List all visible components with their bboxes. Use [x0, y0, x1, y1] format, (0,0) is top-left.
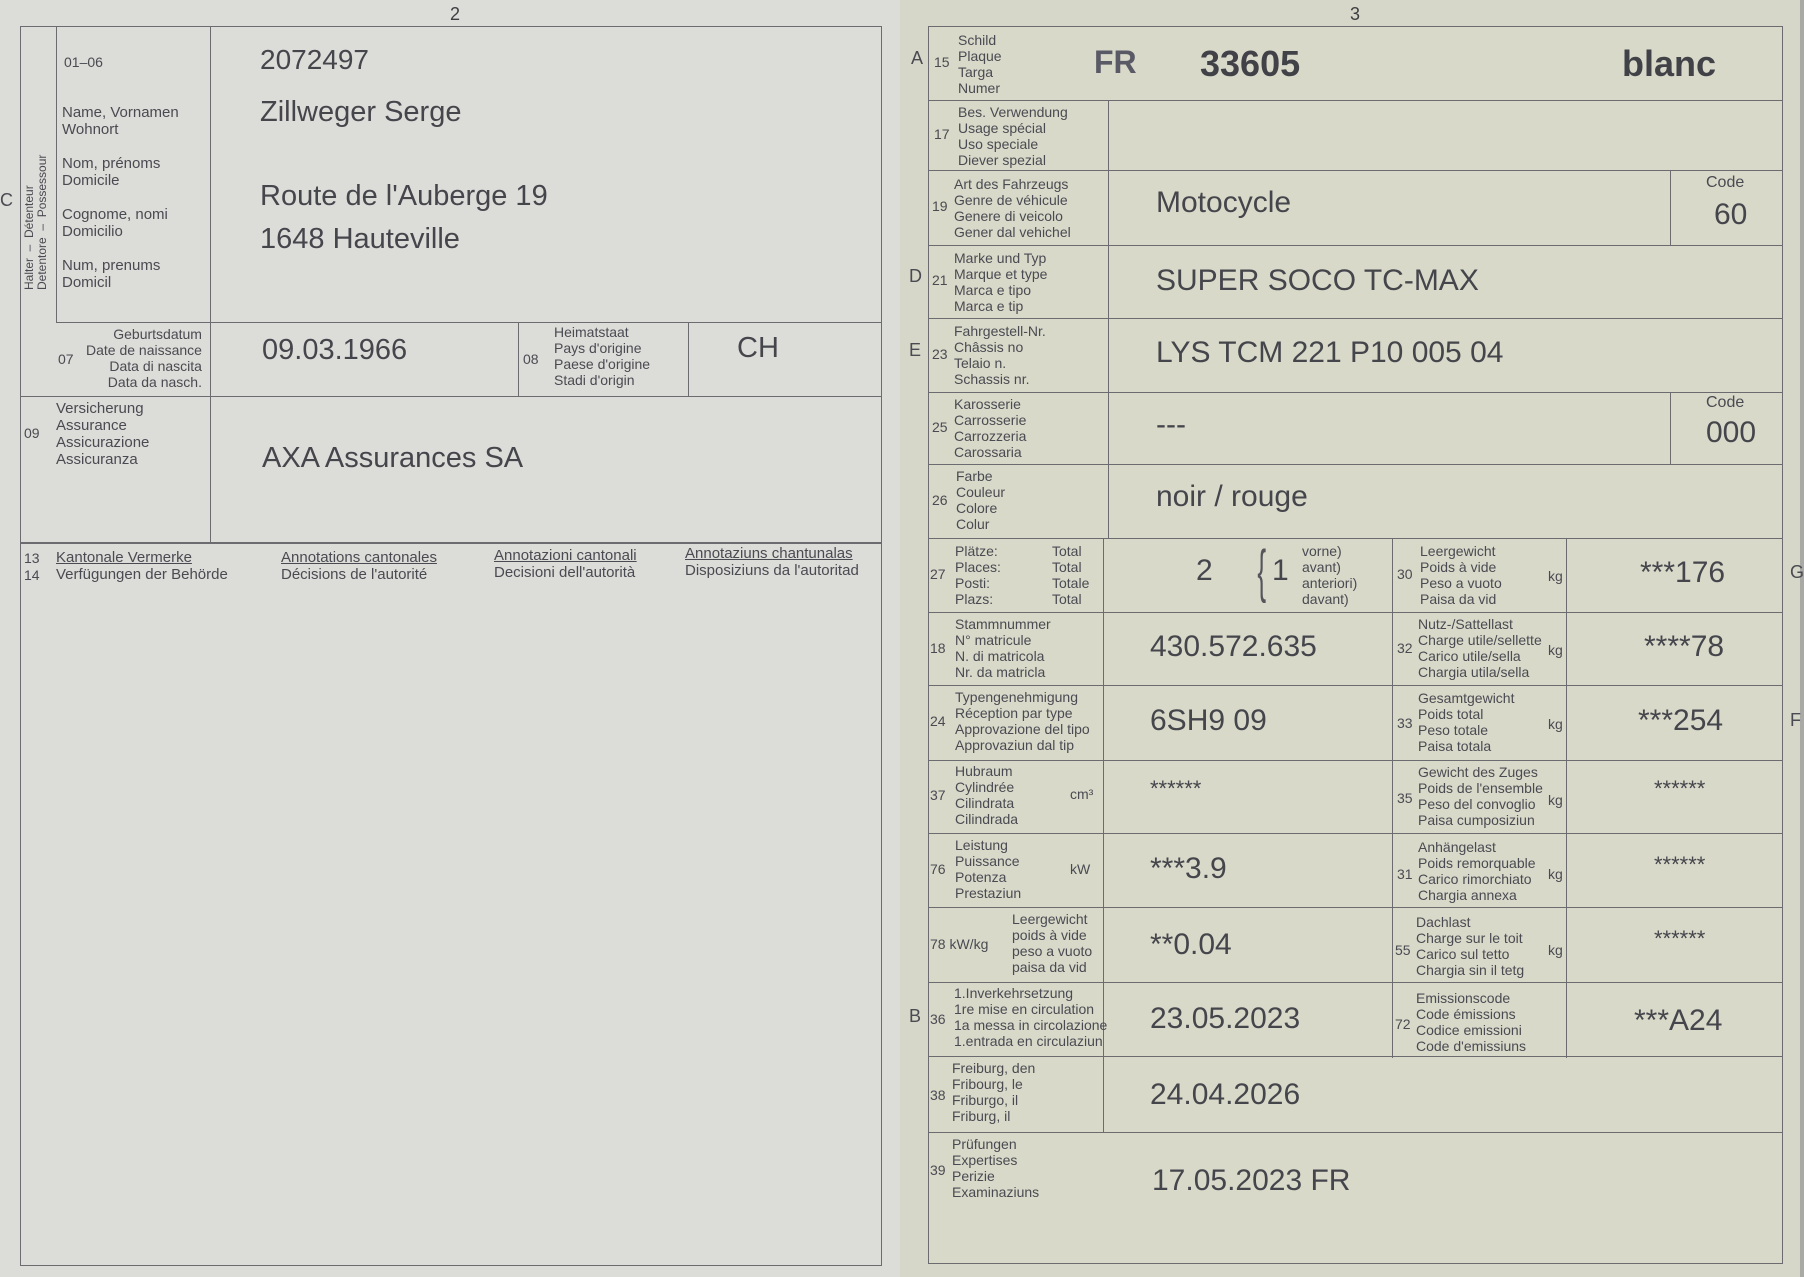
body-value: --- [1156, 408, 1186, 441]
f24-number: 24 [930, 713, 946, 729]
trailer-load-value: ****** [1654, 852, 1706, 877]
annotations-it: Annotazioni cantonali [494, 547, 637, 564]
f37-unit: cm³ [1070, 786, 1094, 802]
field-09-number: 09 [24, 425, 40, 441]
f32-number: 32 [1397, 640, 1413, 656]
f76-label: Leistung Puissance Potenza Prestaziun [955, 837, 1022, 901]
inspection-value: 17.05.2023 FR [1152, 1164, 1351, 1197]
f38-number: 38 [930, 1087, 946, 1103]
f30-unit: kg [1548, 568, 1563, 584]
vehicle-type-value: Motocycle [1156, 186, 1292, 219]
f36-number: 36 [930, 1011, 946, 1027]
f26-number: 26 [932, 492, 948, 508]
emission-code-value: ***A24 [1634, 1004, 1723, 1037]
seats-brace: { [1257, 539, 1267, 604]
displacement-value: ****** [1150, 776, 1202, 801]
f27-number: 27 [930, 566, 946, 582]
annotations-fr: Annotations cantonales [281, 549, 437, 566]
field-13-number: 13 [24, 550, 40, 566]
power-weight-value: **0.04 [1150, 928, 1232, 961]
make-model-value: SUPER SOCO TC-MAX [1156, 264, 1479, 297]
decisions-fr: Décisions de l'autorité [281, 566, 428, 583]
f37-number: 37 [930, 787, 946, 803]
f72-number: 72 [1395, 1016, 1411, 1032]
holder-name: Zillweger Serge [260, 96, 462, 128]
birthdate-label: Geburtsdatum Date de naissance Data di nascita Data da nasch. [86, 326, 202, 390]
decisions-rm: Disposiziuns da l'autoritad [685, 562, 859, 579]
f26-label: Farbe Couleur Colore Colur [956, 468, 1006, 532]
f15-letter: A [911, 48, 924, 68]
holder-address-line2: 1648 Hauteville [260, 223, 460, 255]
f39-label: Prüfungen Expertises Perizie Examinaziuns [952, 1136, 1040, 1200]
f27-label-total: Total Total Totale Total [1052, 543, 1090, 607]
holder-name-label: Name, Vornamen Wohnort Nom, prénoms Domicile Cognome, nomi Domicilio Num, prenums Domicil [62, 104, 179, 291]
annotations-de: Kantonale Vermerke [56, 549, 192, 566]
f72-label: Emissionscode Code émissions Codice emissioni Code d'emissiuns [1416, 990, 1527, 1054]
plate-color: blanc [1622, 43, 1717, 84]
f31-number: 31 [1397, 866, 1413, 882]
f36-letter: B [909, 1006, 922, 1026]
f21-letter: D [909, 266, 922, 286]
page-number-left: 2 [450, 4, 461, 24]
f24-label: Typengenehmigung Réception par type Approvazione del tipo Approvaziun dal tip [955, 689, 1090, 753]
f38-label: Freiburg, den Fribourg, le Friburgo, il Friburg, il [952, 1060, 1036, 1124]
f15-number: 15 [934, 54, 950, 70]
f37-label: Hubraum Cylindrée Cilindrata Cilindrada [955, 763, 1019, 827]
f32-unit: kg [1548, 642, 1563, 658]
f23-label: Fahrgestell-Nr. Châssis no Telaio n. Schassis nr. [954, 323, 1046, 387]
chassis-number-value: LYS TCM 221 P10 005 04 [1156, 336, 1504, 369]
edge-letter-c: C [0, 190, 13, 210]
issue-date-value: 24.04.2026 [1150, 1078, 1301, 1111]
f35-label: Gewicht des Zuges Poids de l'ensemble Peso del convoglio Paisa cumposiziun [1418, 764, 1543, 828]
roof-load-value: ****** [1654, 926, 1706, 951]
insurance-value: AXA Assurances SA [262, 442, 524, 474]
origin-label: Heimatstaat Pays d'origine Paese d'origine Stadi d'origin [554, 324, 651, 388]
f19-label: Art des Fahrzeugs Genre de véhicule Genere di veicolo Gener dal vehichel [954, 176, 1071, 240]
f33-number: 33 [1397, 715, 1413, 731]
f18-label: Stammnummer N° matricule N. di matricola Nr. da matricla [955, 616, 1051, 680]
f55-label: Dachlast Charge sur le toit Carico sul tetto Chargia sin il tetg [1416, 914, 1525, 978]
f30-label: Leergewicht Poids à vide Peso a vuoto Paisa da vid [1420, 543, 1502, 607]
f25-code-label: Code [1706, 394, 1745, 411]
f27-label: Plätze: Places: Posti: Plazs: [955, 543, 1001, 607]
first-registration-value: 23.05.2023 [1150, 1002, 1301, 1035]
insurance-label: Versicherung Assurance Assicurazione Assicuranza [56, 400, 150, 468]
f15-label: Schild Plaque Targa Numer [958, 32, 1002, 96]
f25-label: Karosserie Carrosserie Carrozzeria Carossaria [954, 396, 1027, 460]
f18-number: 18 [930, 640, 946, 656]
edge-letter-g: G [1790, 562, 1804, 582]
f19-number: 19 [932, 198, 948, 214]
decisions-it: Decisioni dell'autorità [494, 564, 636, 581]
f32-label: Nutz-/Sattellast Charge utile/sellette Carico utile/sella Chargia utila/sella [1418, 616, 1542, 680]
annotations-section [20, 542, 882, 1266]
f78-label: Leergewicht poids à vide peso a vuoto paisa da vid [1012, 911, 1093, 975]
f35-number: 35 [1397, 790, 1413, 806]
f76-number: 76 [930, 861, 946, 877]
combination-weight-value: ****** [1654, 776, 1706, 801]
field-01-06-value: 2072497 [260, 44, 370, 75]
f33-unit: kg [1548, 716, 1563, 732]
f17-label: Bes. Verwendung Usage spécial Uso speciale Diever spezial [958, 104, 1068, 168]
f21-label: Marke und Typ Marque et type Marca e tipo Marca e tip [954, 250, 1048, 314]
f19-code-value: 60 [1714, 198, 1748, 231]
f25-code-value: 000 [1706, 416, 1757, 449]
f23-letter: E [909, 340, 922, 360]
f25-number: 25 [932, 419, 948, 435]
seats-total-value: 2 [1196, 554, 1213, 587]
color-value: noir / rouge [1156, 480, 1308, 513]
type-approval-value: 6SH9 09 [1150, 704, 1267, 737]
decisions-de: Verfügungen der Behörde [56, 566, 228, 583]
f17-number: 17 [934, 126, 950, 142]
total-weight-value: ***254 [1638, 704, 1724, 737]
field-08-number: 08 [523, 351, 539, 367]
holder-address-line1: Route de l'Auberge 19 [260, 180, 548, 212]
f19-code-label: Code [1706, 174, 1745, 191]
f39-number: 39 [930, 1162, 946, 1178]
field-14-number: 14 [24, 567, 40, 583]
field-07-number: 07 [58, 351, 74, 367]
seats-front-label: vorne) avant) anteriori) davant) [1302, 543, 1358, 607]
birthdate-value: 09.03.1966 [262, 334, 408, 366]
plate-number: 33605 [1200, 43, 1301, 84]
seats-front-value: 1 [1272, 554, 1289, 587]
page-number-right: 3 [1350, 4, 1361, 24]
empty-weight-value: ***176 [1640, 556, 1726, 589]
f55-unit: kg [1548, 942, 1563, 958]
registration-number-value: 430.572.635 [1150, 630, 1317, 663]
power-value: ***3.9 [1150, 852, 1227, 885]
field-01-06-number: 01–06 [64, 54, 103, 70]
f76-unit: kW [1070, 861, 1091, 877]
f21-number: 21 [932, 272, 948, 288]
annotations-rm: Annotaziuns chantunalas [685, 545, 853, 562]
f55-number: 55 [1395, 942, 1411, 958]
f33-label: Gesamtgewicht Poids total Peso totale Paisa totala [1418, 690, 1515, 754]
f23-number: 23 [932, 346, 948, 362]
f36-label: 1.Inverkehrsetzung 1re mise en circulation 1a messa in circolazione 1.entrada en circulaziun [954, 985, 1108, 1049]
edge-letter-f: F [1790, 710, 1801, 730]
plate-canton: FR [1094, 44, 1137, 80]
origin-value: CH [737, 332, 779, 364]
f30-number: 30 [1397, 566, 1413, 582]
f31-unit: kg [1548, 866, 1563, 882]
f78-number: 78 kW/kg [930, 936, 989, 952]
f31-label: Anhängelast Poids remorquable Carico rimorchiato Chargia annexa [1418, 839, 1536, 903]
payload-value: ****78 [1644, 630, 1725, 663]
holder-side-label: Halter – Détenteur Detentore – Possessour [22, 154, 49, 290]
f35-unit: kg [1548, 792, 1563, 808]
